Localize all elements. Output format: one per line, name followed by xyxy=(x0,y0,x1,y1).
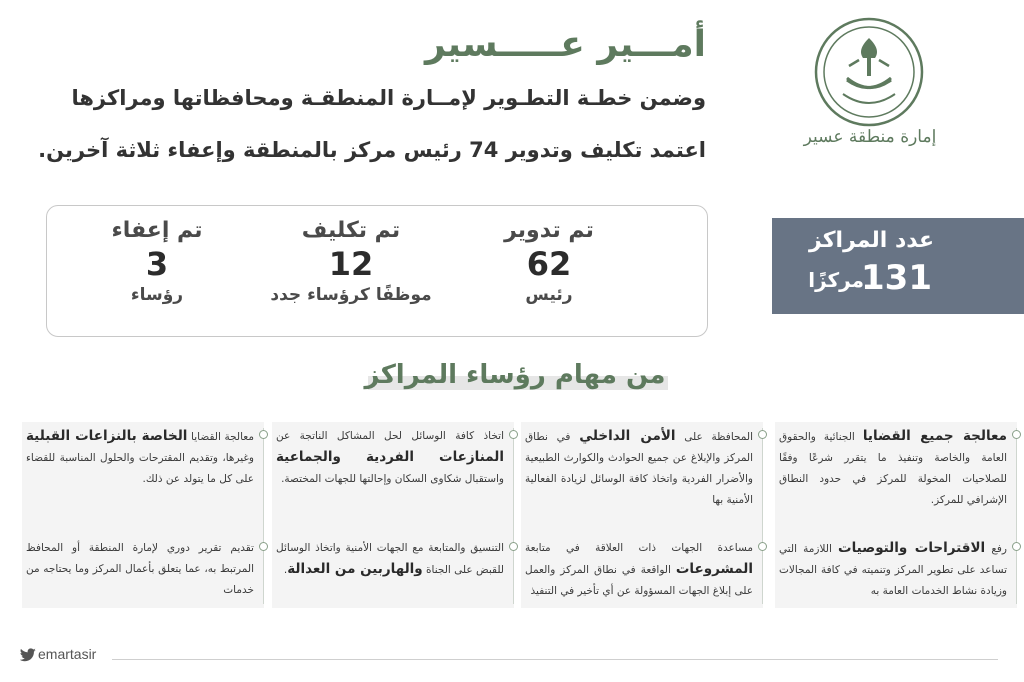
stat-exempted-unit: رؤساء xyxy=(130,285,184,305)
stat-exempted-label: تم إعفاء xyxy=(111,218,203,243)
footer-divider xyxy=(112,659,998,660)
column-divider xyxy=(513,428,515,604)
tasks-column-1 xyxy=(775,422,1017,608)
bullet-icon xyxy=(758,542,767,551)
bullet-icon xyxy=(509,430,518,439)
stat-assigned xyxy=(231,218,471,306)
task-item: مساعدة الجهات ذات العلاقة في متابعة المشروعات الواقعة في نطاق المركز والعمل على إبلاغ الجهات المسؤولة عن أي تأخير في التنفيذ xyxy=(525,542,753,597)
organization-name: إمارة منطقة عسير xyxy=(803,127,937,147)
bullet-icon xyxy=(758,430,767,439)
stat-rotated-value: 62 xyxy=(526,245,572,283)
bullet-icon xyxy=(1012,542,1021,551)
tasks-column-3 xyxy=(272,422,514,608)
tasks-heading: من مهام رؤساء المراكز xyxy=(364,360,666,390)
column-divider xyxy=(1016,428,1018,604)
centers-label: عدد المراكز xyxy=(809,228,934,253)
twitter-icon[interactable] xyxy=(20,648,36,662)
task-item: معالجة القضايا الخاصة بالنزاعات القبلية وغيرها، وتقديم المقترحات والحلول المناسبة للقضاء على كل ما يتولد عن ذلك. xyxy=(26,428,254,485)
page-title: أمـــير عـــــسير xyxy=(424,24,706,65)
centers-unit: مركزًا xyxy=(808,268,864,292)
column-divider xyxy=(263,428,265,604)
stat-assigned-value: 12 xyxy=(328,245,374,283)
stat-assigned-label: تم تكليف xyxy=(301,218,401,243)
task-item: معالجة جميع القضايا الجنائية والحقوق العامة والخاصة وتنفيذ ما يتقرر شرعًا وفقًا للصلاحيات المخولة للمركز في حدود النطاق الإشرافي للمركز. xyxy=(779,428,1007,506)
stat-rotated-label: تم تدوير xyxy=(504,218,594,243)
task-item: رفع الاقتراحات والتوصيات اللازمة التي تساعد على تطوير المركز وتنميته في كافة المجالات وزيادة نشاط الخدمات العامة به xyxy=(779,540,1007,597)
stat-exempted xyxy=(57,218,257,306)
stat-rotated xyxy=(449,218,649,306)
bullet-icon xyxy=(1012,430,1021,439)
tasks-column-4 xyxy=(22,422,264,608)
task-item: اتخاذ كافة الوسائل لحل المشاكل الناتجة عن المنازعات الفردية والجماعية واستقبال شكاوى السكان وإحالتها للجهات المختصة. xyxy=(276,430,504,485)
saudi-emblem-icon xyxy=(813,16,925,128)
task-item: تقديم تقرير دوري لإمارة المنطقة أو المحافظ المرتبط به، عما يتعلق بأعمال المركز وما يحتاجه من خدمات xyxy=(26,542,254,596)
stat-rotated-unit: رئيس xyxy=(525,285,573,305)
centers-count-box xyxy=(772,218,1024,314)
bullet-icon xyxy=(259,430,268,439)
subtitle-line-2: اعتمد تكليف وتدوير 74 رئيس مركز بالمنطقة وإعفاء ثلاثة آخرين. xyxy=(38,138,706,162)
tasks-column-2 xyxy=(521,422,763,608)
column-divider xyxy=(762,428,764,604)
bullet-icon xyxy=(509,542,518,551)
social-handle[interactable]: emartasir xyxy=(38,646,97,662)
stat-exempted-value: 3 xyxy=(145,245,169,283)
stat-assigned-unit: موظفًا كرؤساء جدد xyxy=(270,285,432,305)
centers-value: 131 xyxy=(861,258,932,298)
bullet-icon xyxy=(259,542,268,551)
subtitle-line-1: وضمن خطـة التطـوير لإمــارة المنطقـة ومحافظاتها ومراكزها xyxy=(71,86,706,110)
stats-panel xyxy=(46,205,708,337)
task-item: المحافظة على الأمن الداخلي في نطاق المركز والإبلاغ عن جميع الحوادث والكوارث الطبيعية والأضرار الفردية واتخاذ كافة الوسائل لزيادة الفعالية الأمنية بها xyxy=(525,428,753,506)
task-item: التنسيق والمتابعة مع الجهات الأمنية واتخاذ الوسائل للقبض على الجناة والهاربين من العدالة. xyxy=(276,542,504,577)
